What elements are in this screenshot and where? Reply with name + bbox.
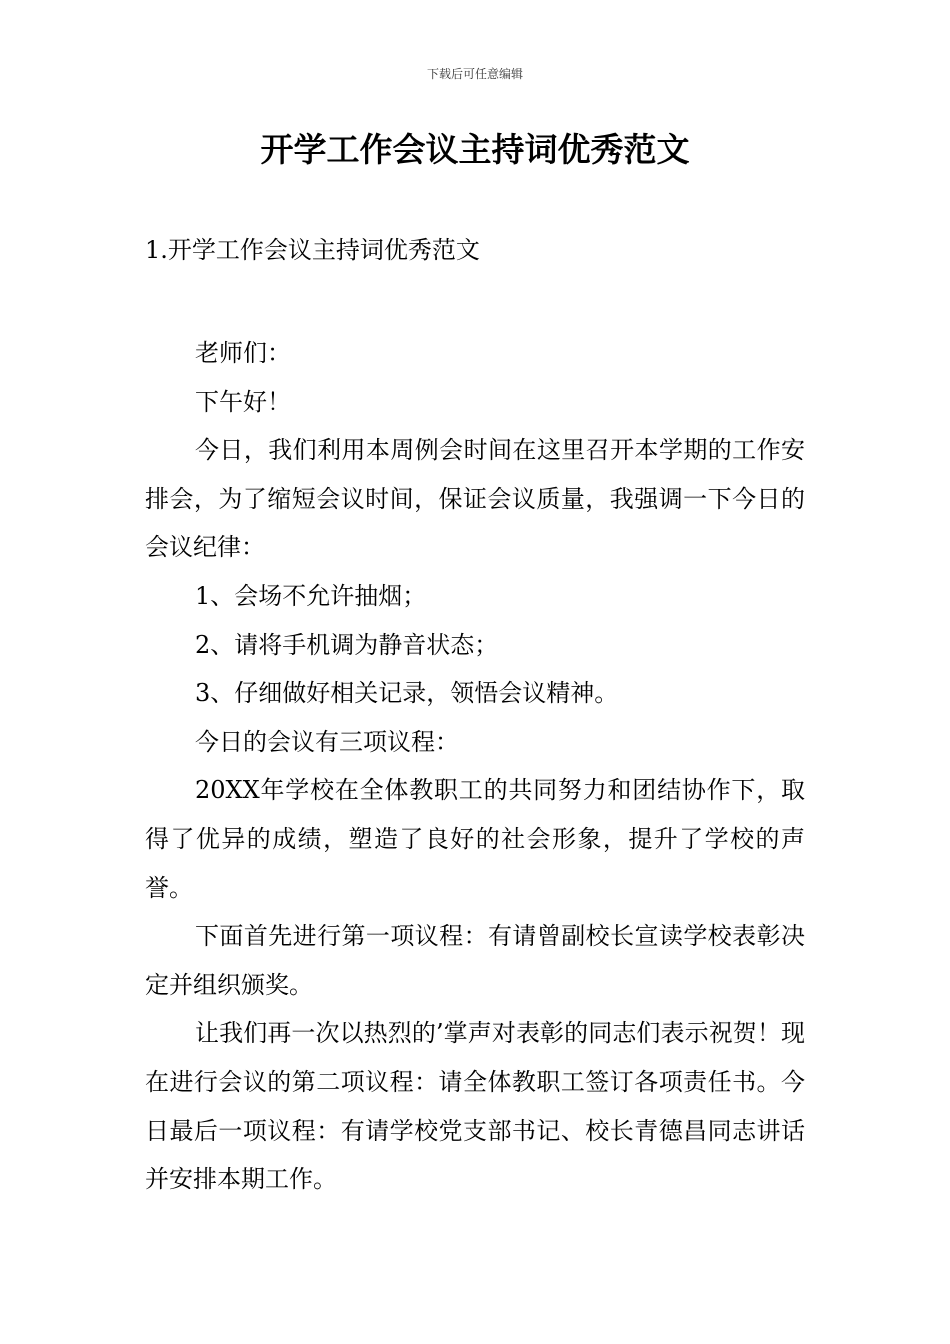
header-note: 下载后可任意编辑 [426, 67, 523, 81]
paragraph-rule-2: 2、请将手机调为静音状态； [195, 630, 499, 659]
paragraph-rule-3: 3、仔细做好相关记录，领悟会议精神。 [195, 679, 619, 708]
paragraph-salutation: 下午好！ [195, 387, 291, 416]
document-title: 开学工作会议主持词优秀范文 [260, 130, 690, 169]
paragraph-achievements: 20XX年学校在全体教职工的共同努力和团结协作下，取得了优异的成绩，塑造了良好的社会形象，提升了学校的声誉。 [145, 776, 805, 902]
paragraph-rule-1: 1、会场不允许抽烟； [195, 581, 427, 610]
paragraph-agenda-items-2-3: 让我们再一次以热烈的’掌声对表彰的同志们表示祝贺！现在进行会议的第二项议程：请全体教职工签订各项责任书。今日最后一项议程：有请学校党支部书记、校长青德昌同志讲话并安排本期工作。 [145, 1019, 805, 1194]
document-body [145, 329, 805, 1204]
paragraph-greeting: 老师们： [195, 339, 291, 367]
paragraph-agenda-intro: 今日的会议有三项议程： [195, 727, 459, 756]
section-heading: 1.开学工作会议主持词优秀范文 [145, 236, 480, 264]
paragraph-intro: 今日，我们利用本周例会时间在这里召开本学期的工作安排会，为了缩短会议时间，保证会议质量，我强调一下今日的会议纪律： [145, 436, 805, 562]
paragraph-agenda-item-1: 下面首先进行第一项议程：有请曾副校长宣读学校表彰决定并组织颁奖。 [145, 922, 805, 999]
